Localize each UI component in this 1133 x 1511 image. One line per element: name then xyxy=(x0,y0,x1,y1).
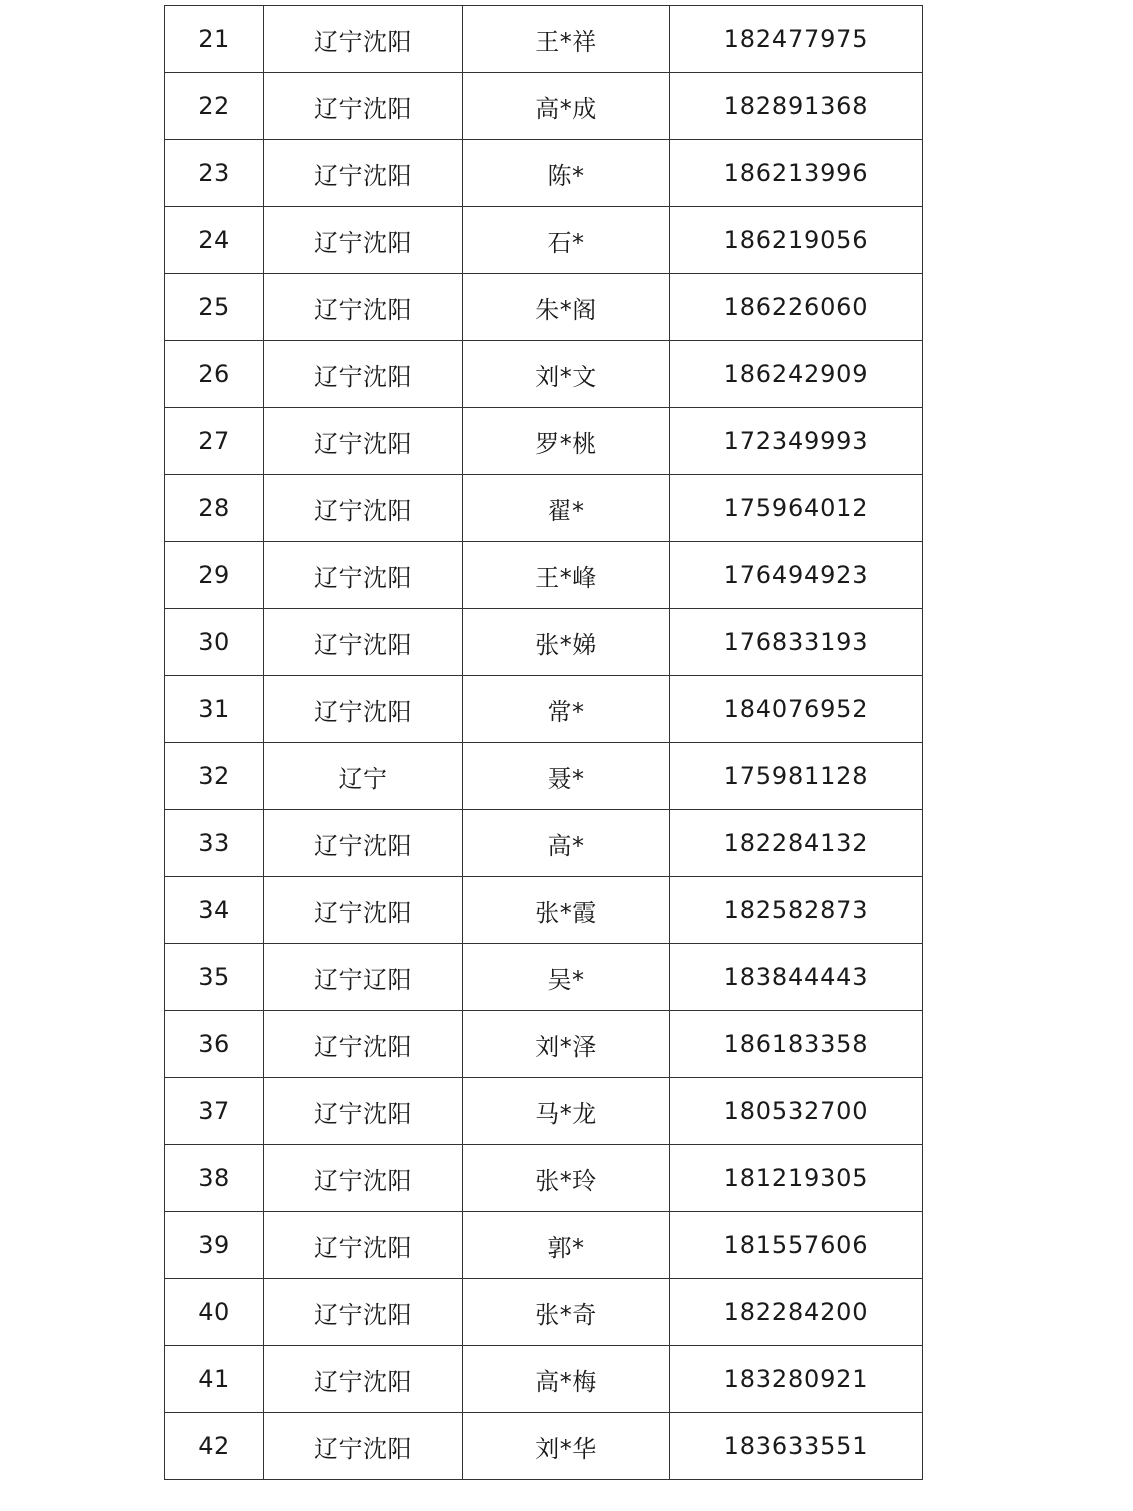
person-name-cell: 石* xyxy=(463,207,670,274)
person-name-cell: 张*奇 xyxy=(463,1279,670,1346)
phone-number-cell: 186183358 xyxy=(670,1011,923,1078)
phone-number-cell: 182477975 xyxy=(670,6,923,73)
table-row xyxy=(165,408,923,475)
phone-number-cell: 176833193 xyxy=(670,609,923,676)
person-name-cell: 罗*桃 xyxy=(463,408,670,475)
row-number-cell: 25 xyxy=(165,274,264,341)
row-number-cell: 40 xyxy=(165,1279,264,1346)
region-cell: 辽宁沈阳 xyxy=(264,140,463,207)
person-name-cell: 陈* xyxy=(463,140,670,207)
table-row xyxy=(165,877,923,944)
row-number-cell: 35 xyxy=(165,944,264,1011)
row-number-cell: 30 xyxy=(165,609,264,676)
table-row xyxy=(165,676,923,743)
person-name-cell: 常* xyxy=(463,676,670,743)
phone-number-cell: 182284132 xyxy=(670,810,923,877)
region-cell: 辽宁沈阳 xyxy=(264,542,463,609)
phone-number-cell: 182284200 xyxy=(670,1279,923,1346)
table-row xyxy=(165,140,923,207)
region-cell: 辽宁沈阳 xyxy=(264,877,463,944)
row-number-cell: 29 xyxy=(165,542,264,609)
table-row xyxy=(165,1279,923,1346)
region-cell: 辽宁沈阳 xyxy=(264,274,463,341)
table-row xyxy=(165,6,923,73)
person-name-cell: 聂* xyxy=(463,743,670,810)
row-number-cell: 37 xyxy=(165,1078,264,1145)
phone-number-cell: 175981128 xyxy=(670,743,923,810)
person-name-cell: 高* xyxy=(463,810,670,877)
person-name-cell: 张*霞 xyxy=(463,877,670,944)
table-row xyxy=(165,73,923,140)
region-cell: 辽宁沈阳 xyxy=(264,408,463,475)
roster-table xyxy=(164,5,923,1480)
person-name-cell: 张*玲 xyxy=(463,1145,670,1212)
region-cell: 辽宁 xyxy=(264,743,463,810)
row-number-cell: 24 xyxy=(165,207,264,274)
region-cell: 辽宁沈阳 xyxy=(264,341,463,408)
table-row xyxy=(165,1346,923,1413)
region-cell: 辽宁辽阳 xyxy=(264,944,463,1011)
row-number-cell: 34 xyxy=(165,877,264,944)
phone-number-cell: 181557606 xyxy=(670,1212,923,1279)
table-row xyxy=(165,1011,923,1078)
row-number-cell: 27 xyxy=(165,408,264,475)
person-name-cell: 吴* xyxy=(463,944,670,1011)
table-row xyxy=(165,1078,923,1145)
person-name-cell: 高*梅 xyxy=(463,1346,670,1413)
row-number-cell: 22 xyxy=(165,73,264,140)
region-cell: 辽宁沈阳 xyxy=(264,475,463,542)
person-name-cell: 刘*文 xyxy=(463,341,670,408)
table-row xyxy=(165,1145,923,1212)
person-name-cell: 刘*华 xyxy=(463,1413,670,1480)
table-row xyxy=(165,274,923,341)
phone-number-cell: 186219056 xyxy=(670,207,923,274)
row-number-cell: 42 xyxy=(165,1413,264,1480)
phone-number-cell: 176494923 xyxy=(670,542,923,609)
region-cell: 辽宁沈阳 xyxy=(264,1145,463,1212)
region-cell: 辽宁沈阳 xyxy=(264,207,463,274)
row-number-cell: 28 xyxy=(165,475,264,542)
row-number-cell: 23 xyxy=(165,140,264,207)
table-row xyxy=(165,475,923,542)
phone-number-cell: 183844443 xyxy=(670,944,923,1011)
row-number-cell: 31 xyxy=(165,676,264,743)
phone-number-cell: 172349993 xyxy=(670,408,923,475)
region-cell: 辽宁沈阳 xyxy=(264,676,463,743)
region-cell: 辽宁沈阳 xyxy=(264,1413,463,1480)
phone-number-cell: 182891368 xyxy=(670,73,923,140)
table-row xyxy=(165,207,923,274)
row-number-cell: 39 xyxy=(165,1212,264,1279)
phone-number-cell: 186213996 xyxy=(670,140,923,207)
table-row xyxy=(165,1413,923,1480)
person-name-cell: 马*龙 xyxy=(463,1078,670,1145)
row-number-cell: 41 xyxy=(165,1346,264,1413)
phone-number-cell: 183280921 xyxy=(670,1346,923,1413)
row-number-cell: 38 xyxy=(165,1145,264,1212)
region-cell: 辽宁沈阳 xyxy=(264,6,463,73)
person-name-cell: 张*娣 xyxy=(463,609,670,676)
row-number-cell: 36 xyxy=(165,1011,264,1078)
phone-number-cell: 186226060 xyxy=(670,274,923,341)
region-cell: 辽宁沈阳 xyxy=(264,1078,463,1145)
region-cell: 辽宁沈阳 xyxy=(264,1212,463,1279)
phone-number-cell: 182582873 xyxy=(670,877,923,944)
phone-number-cell: 180532700 xyxy=(670,1078,923,1145)
person-name-cell: 高*成 xyxy=(463,73,670,140)
person-name-cell: 翟* xyxy=(463,475,670,542)
table-row xyxy=(165,810,923,877)
phone-number-cell: 183633551 xyxy=(670,1413,923,1480)
phone-number-cell: 186242909 xyxy=(670,341,923,408)
phone-number-cell: 175964012 xyxy=(670,475,923,542)
roster-table-body xyxy=(165,6,923,1480)
person-name-cell: 朱*阁 xyxy=(463,274,670,341)
person-name-cell: 王*峰 xyxy=(463,542,670,609)
table-row xyxy=(165,609,923,676)
region-cell: 辽宁沈阳 xyxy=(264,73,463,140)
region-cell: 辽宁沈阳 xyxy=(264,1279,463,1346)
region-cell: 辽宁沈阳 xyxy=(264,609,463,676)
row-number-cell: 26 xyxy=(165,341,264,408)
table-row xyxy=(165,944,923,1011)
table-row xyxy=(165,542,923,609)
row-number-cell: 21 xyxy=(165,6,264,73)
table-row xyxy=(165,743,923,810)
row-number-cell: 32 xyxy=(165,743,264,810)
region-cell: 辽宁沈阳 xyxy=(264,1346,463,1413)
document-sheet xyxy=(164,5,922,1480)
person-name-cell: 王*祥 xyxy=(463,6,670,73)
table-row xyxy=(165,1212,923,1279)
region-cell: 辽宁沈阳 xyxy=(264,1011,463,1078)
table-row xyxy=(165,341,923,408)
person-name-cell: 刘*泽 xyxy=(463,1011,670,1078)
person-name-cell: 郭* xyxy=(463,1212,670,1279)
region-cell: 辽宁沈阳 xyxy=(264,810,463,877)
phone-number-cell: 184076952 xyxy=(670,676,923,743)
phone-number-cell: 181219305 xyxy=(670,1145,923,1212)
row-number-cell: 33 xyxy=(165,810,264,877)
